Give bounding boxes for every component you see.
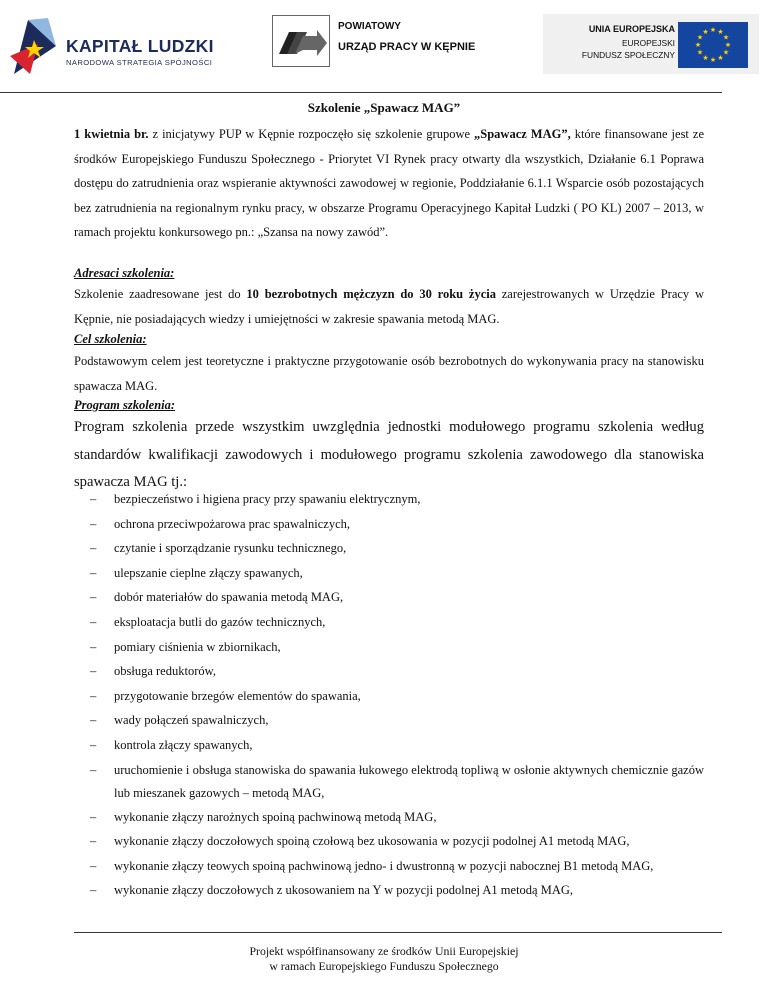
list-item: [90, 611, 704, 635]
list-item-text: bezpieczeństwo i higiena pracy przy spawaniu elektrycznym,: [114, 492, 421, 506]
list-dash-marker: –: [90, 516, 97, 531]
list-item-text: pomiary ciśnienia w zbiornikach,: [114, 639, 281, 654]
section-heading-program: Program szkolenia:: [74, 398, 176, 412]
list-item: [90, 660, 704, 684]
section-text-cel: Podstawowym celem jest teoretyczne i praktyczne przygotowanie osób bezrobotnych do wykonywania pracy na stanowisku spawacza MAG.: [74, 354, 704, 393]
page-title: Szkolenie „Spawacz MAG”: [307, 100, 461, 115]
list-item-text: przygotowanie brzegów elementów do spawania,: [114, 688, 361, 703]
list-item-text: obsługa reduktorów,: [114, 664, 216, 679]
list-dash-marker: –: [90, 737, 97, 752]
svg-text:★: ★: [694, 41, 702, 49]
list-item: [90, 537, 704, 561]
list-dash-marker: –: [90, 713, 97, 728]
list-dash-marker: –: [90, 762, 97, 777]
pup-emblem-icon: [273, 16, 329, 66]
list-item: [90, 806, 704, 830]
eu-logo-line1: UNIA EUROPEJSKA: [588, 24, 675, 34]
list-item: [90, 830, 704, 854]
svg-text:★: ★: [709, 56, 717, 64]
list-item: [90, 513, 704, 537]
list-item: [90, 562, 704, 586]
list-dash-marker: –: [90, 688, 97, 703]
list-item: [90, 636, 704, 660]
list-dash-marker: –: [90, 541, 97, 556]
list-dash-marker: –: [90, 565, 97, 580]
list-item-text: uruchomienie i obsługa stanowiska do spawania łukowego elektrodą topliwą w osłonie aktywnych chemicznie gazów lub mieszanek gazowych – metodą MAG,: [114, 762, 704, 800]
list-item: [90, 586, 704, 610]
svg-text:★: ★: [702, 54, 709, 62]
footer-line1: Projekt współfinansowany ze środków Unii Europejskiej: [249, 944, 519, 958]
list-item-text: wykonanie złączy doczołowych z ukosowaniem na Y w pozycji podolnej A1 metodą MAG,: [114, 883, 574, 898]
list-item: [90, 855, 704, 879]
pup-line1: POWIATOWY: [338, 21, 401, 32]
eu-logo-line3: FUNDUSZ SPOŁECZNY: [581, 50, 675, 60]
svg-text:★: ★: [717, 28, 724, 36]
eu-flag-icon: [678, 22, 748, 68]
svg-text:★: ★: [709, 26, 717, 34]
kapital-ludzki-logo: [8, 14, 213, 76]
adresaci-after: zarejestrowanych w Urzędzie Pracy w Kępnie, nie posiadających wiedzy i umiejętności w zakresie spawania metodą MAG.: [74, 287, 704, 326]
list-item: [90, 709, 704, 733]
list-dash-marker: –: [90, 858, 97, 873]
list-dash-marker: –: [90, 639, 97, 654]
pup-logo: [272, 15, 494, 67]
list-item-text: wykonanie złączy teowych spoiną pachwinową jedno- i dwustronną w pozycji nabocznej B1 metodą MAG,: [114, 858, 654, 873]
list-item: [90, 759, 704, 805]
list-dash-marker: –: [90, 614, 97, 629]
intro-part2: które finansowane jest ze środków Europejskiego Funduszu Społecznego - Priorytet VI Rynek pracy otwarty dla wszystkich, Działanie 6.1 Poprawa dostępu do zatrudnienia oraz wspieranie aktywności zawodowej w regionie, Poddziałanie 6.1.1 Wsparcie osób pozostających bez zatrudnienia na regionalnym rynku pracy, w obszarze Programu Operacyjnego Kapitał Ludzki ( PO KL) 2007 – 2013, w ramach projektu konkursowego pn.: „Szansa na nowy zawód”.: [74, 127, 704, 240]
section-heading-cel: Cel szkolenia:: [74, 332, 147, 346]
list-dash-marker: –: [90, 834, 97, 849]
intro-paragraph: [74, 122, 704, 245]
intro-date: 1 kwietnia br.: [74, 127, 149, 141]
list-dash-marker: –: [90, 883, 97, 898]
list-item-text: wykonanie złączy doczołowych spoiną czołową bez ukosowania w pozycji podolnej A1 metodą MAG,: [114, 834, 630, 849]
list-item: [90, 488, 704, 512]
svg-text:★: ★: [717, 54, 724, 62]
section-heading-adresaci: Adresaci szkolenia:: [74, 266, 175, 280]
list-item: [90, 879, 704, 903]
svg-text:★: ★: [702, 28, 709, 36]
footer-divider: [74, 932, 722, 933]
footer-line2: w ramach Europejskiego Funduszu Społecznego: [269, 959, 499, 973]
kapital-ludzki-emblem-icon: [8, 16, 62, 76]
list-dash-marker: –: [90, 664, 97, 679]
kapital-ludzki-title: KAPITAŁ LUDZKI: [66, 36, 214, 56]
list-item-text: kontrola złączy spawanych,: [114, 737, 253, 752]
svg-text:★: ★: [696, 33, 704, 42]
section-text-adresaci: [74, 282, 704, 331]
program-topic-list: [90, 488, 704, 904]
svg-text:★: ★: [696, 48, 704, 57]
eu-logo: [543, 14, 759, 74]
kapital-ludzki-subtitle: NARODOWA STRATEGIA SPÓJNOŚCI: [66, 58, 213, 67]
svg-text:★: ★: [722, 33, 730, 42]
list-item: [90, 685, 704, 709]
svg-text:★: ★: [722, 48, 730, 57]
list-item-text: wykonanie złączy narożnych spoiną pachwinową metodą MAG,: [114, 809, 437, 824]
list-dash-marker: –: [90, 492, 97, 506]
intro-part1: z inicjatywy PUP w Kępnie rozpoczęło się szkolenie grupowe: [148, 127, 475, 141]
section-text-program: Program szkolenia przede wszystkim uwzględnia jednostki modułowego programu szkolenia według standardów kwalifikacji zawodowych i modułowego programu szkolenia zawodowego dla stanowiska spawacza MAG tj.:: [74, 419, 704, 490]
svg-text:★: ★: [724, 41, 732, 49]
list-item-text: ulepszanie cieplne złączy spawanych,: [114, 565, 303, 580]
list-item-text: eksploatacja butli do gazów technicznych,: [114, 614, 326, 629]
list-item-text: czytanie i sporządzanie rysunku technicznego,: [114, 541, 347, 556]
list-dash-marker: –: [90, 590, 97, 605]
list-item-text: wady połączeń spawalniczych,: [114, 713, 269, 728]
list-dash-marker: –: [90, 809, 97, 824]
adresaci-bold: 10 bezrobotnych mężczyzn do 30 roku życia: [246, 287, 496, 301]
list-item-text: dobór materiałów do spawania metodą MAG,: [114, 590, 344, 605]
adresaci-before: Szkolenie zaadresowane jest do: [74, 287, 247, 301]
list-item: [90, 734, 704, 758]
intro-course-name: „Spawacz MAG”,: [474, 127, 571, 141]
pup-emblem: [272, 15, 330, 67]
list-item-text: ochrona przeciwpożarowa prac spawalniczych,: [114, 516, 350, 531]
header-divider: [0, 92, 722, 93]
pup-line2: URZĄD PRACY W KĘPNIE: [338, 41, 476, 53]
eu-logo-line2: EUROPEJSKI: [621, 38, 675, 48]
